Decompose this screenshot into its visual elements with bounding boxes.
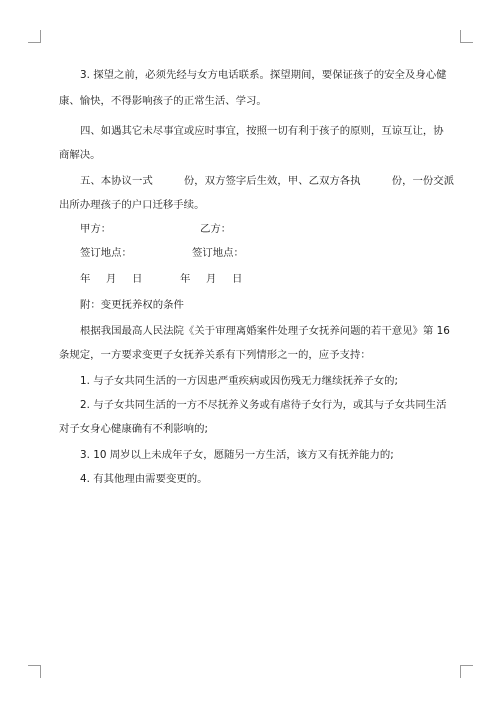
condition-2-line-1: 2. 与子女共同生活的一方不尽抚养义务或有虐待子女行为，或其与子女共同生活 (80, 399, 447, 411)
date-a-day: 日 (132, 273, 143, 285)
paragraph-4-line-1: 四、如遇其它未尽事宜或应时事宜，按照一切有利于孩子的原则，互谅互让，协 (80, 125, 444, 137)
signing-place-a-label: 签订地点： (80, 247, 132, 259)
paragraph-3-line-1: 3. 探望之前，必须先经与女方电话联系。探望期间，要保证孩子的安全及身心健 (80, 69, 447, 81)
date-a-month: 月 (106, 273, 117, 285)
crop-mark-bottom-left (28, 665, 41, 678)
body-line-1: 根据我国最高人民法院《关于审理离婚案件处理子女抚养问题的若干意见》第 16 (80, 325, 450, 337)
signing-place-b-label: 签订地点： (192, 247, 244, 259)
date-b-day: 日 (232, 273, 243, 285)
condition-2-line-2: 对子女身心健康确有不利影响的; (59, 423, 208, 435)
date-b-month: 月 (206, 273, 217, 285)
body-line-2: 条规定，一方要求变更子女抚养关系有下列情形之一的，应予支持： (59, 349, 371, 361)
paragraph-5-line-1: 五、本协议一式 份，双方签字后生效，甲、乙双方各执 份，一份交派 (80, 175, 455, 187)
condition-3: 3. 10 周岁以上未成年子女，愿随另一方生活，该方又有抚养能力的; (80, 449, 394, 461)
crop-mark-bottom-right (460, 665, 473, 678)
paragraph-4-line-2: 商解决。 (59, 149, 101, 161)
date-a-year: 年 (80, 273, 91, 285)
crop-mark-top-left (28, 30, 41, 43)
party-b-label: 乙方： (200, 223, 232, 235)
paragraph-5-line-2: 出所办理孩子的户口迁移手续。 (59, 199, 205, 211)
party-a-label: 甲方： (80, 223, 112, 235)
condition-4: 4. 有其他理由需要变更的。 (80, 473, 208, 485)
date-b-year: 年 (180, 273, 191, 285)
appendix-title: 附：变更抚养权的条件 (80, 299, 184, 311)
crop-mark-top-right (460, 30, 473, 43)
paragraph-3-line-2: 康、愉快，不得影响孩子的正常生活、学习。 (59, 95, 267, 107)
condition-1: 1. 与子女共同生活的一方因患严重疾病或因伤残无力继续抚养子女的; (80, 375, 399, 387)
